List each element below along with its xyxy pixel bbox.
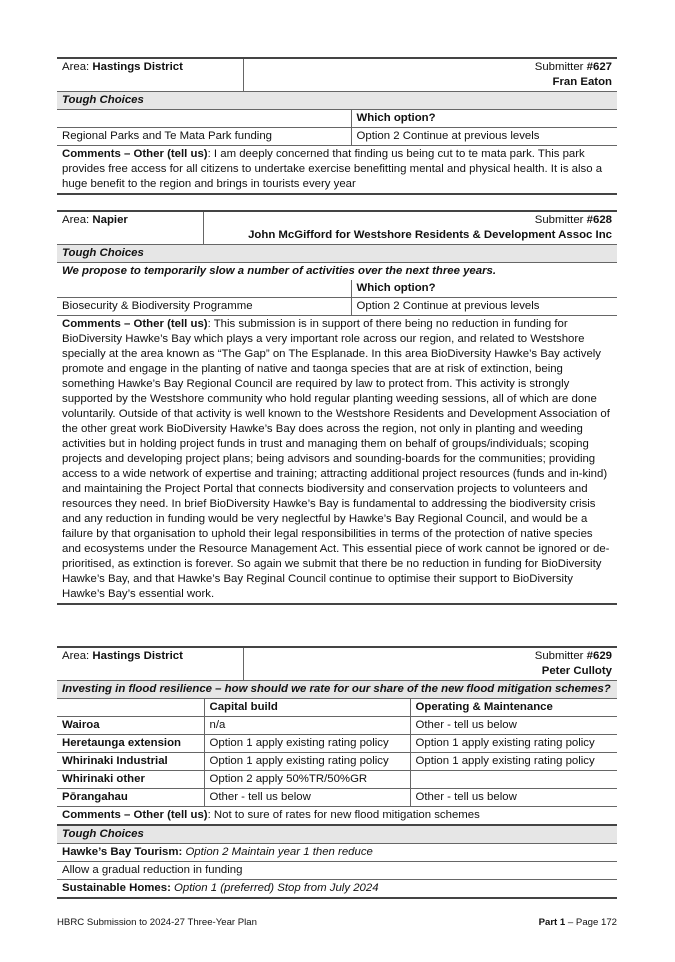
tourism-choice: Hawke’s Bay Tourism: Option 2 Maintain year 1 then reduce [57,844,617,862]
submission-628 [57,210,617,605]
table-row: Wairoa n/a Other - tell us below [57,717,617,735]
table-row: Whirinaki other Option 2 apply 50%TR/50%GR [57,771,617,789]
tourism-note: Allow a gradual reduction in funding [57,862,617,880]
section-heading: Tough Choices [62,828,144,840]
comment-cell: Comments – Other (tell us): I am deeply concerned that finding us being cut to te mata park. This park provides free access for all citizens to undertake exercise benefitting mental and physical health. It is also a huge benefit to the region and brings in tourists every year [57,146,617,195]
submission-627 [57,57,617,195]
submitter-name: Fran Eaton [552,76,612,88]
opex-header: Operating & Maintenance [410,699,617,717]
area-value: Hastings District [92,650,183,662]
which-option-header: Which option? [351,280,617,298]
table-row: Pōrangahau Other - tell us below Other - tell us below [57,789,617,807]
submitter-cell: Submitter #627 Fran Eaton [243,58,617,92]
area-value: Hastings District [92,61,183,73]
submitter-cell: Submitter #629 Peter Culloty [243,647,617,681]
comment-cell: Comments – Other (tell us): Not to sure of rates for new flood mitigation schemes [57,807,617,825]
submitter-number: #627 [586,61,612,73]
footer-page: Part 1 – Page 172 [538,917,617,928]
flood-heading: Investing in flood resilience – how should we rate for our share of the new flood mitigation schemes? [62,683,611,695]
submitter-name: John McGifford for Westshore Residents & Development Assoc Inc [248,229,612,241]
submitter-number: #628 [586,214,612,226]
page-footer [57,917,617,928]
submitter-cell: Submitter #628 John McGifford for Westshore Residents & Development Assoc Inc [203,211,617,245]
submitter-name: Peter Culloty [541,665,612,677]
section-heading: Tough Choices [62,94,144,106]
area-cell: Area: Napier [57,211,203,245]
table-row: Heretaunga extension Option 1 apply existing rating policy Option 1 apply existing rating policy [57,735,617,753]
area-value: Napier [92,214,128,226]
homes-choice: Sustainable Homes: Option 1 (preferred) Stop from July 2024 [57,880,617,899]
topic-cell: Biosecurity & Biodiversity Programme [57,298,351,316]
section-heading: Tough Choices [62,247,144,259]
footer-title: HBRC Submission to 2024-27 Three-Year Plan [57,917,257,928]
submitter-number: #629 [586,650,612,662]
comment-cell: Comments – Other (tell us): This submission is in support of there being no reduction in funding for BioDiversity Hawke’s Bay which plays a very important role across our region, and related to Westshore specially at the area known as “The Gap” on The Esplanade. In this area BioDiversity Hawke’s Bay actively promote and engage in the planting of native and taonga species that are at risk of extinction, being something Hawke’s Bay Regional Council are required by law to protect from. This activity is strongly supported by the Westshore community who hold regular planting weeding sessions, all of which are done voluntarily. Outside of that activity is well known to the Westshore Residents and Development Association of the other great work BioDiversity Hawke’s Bay does across the region, not only in planting and weeding activities but in holding project funds in trust and managing them on behalf of groups/individuals; scoping projects and developing project plans; being advisors and sounding-boards for the communities; providing access to a wide network of expertise and training; attracting additional project resources (funds and in-kind) and maintaining the Project Portal that connects biodiversity and conservation projects to volunteers and resources they need. In brief BioDiversity Hawke’s Bay is fundamental to addressing the biodiversity crisis and any reduction in funding would be very neglectful by Hawke’s Bay Regional Council, and would be a failure by that organisation to uphold their legal responsibilities in terms of the protection of native species and ecosystems under the Resource Management Act. This essential piece of work cannot be ignored or de-prioritised, as extinction is forever. So again we submit that there be no reduction in funding for BioDiversity Hawke’s Bay, and that Hawke’s Bay Reginal Council continue to optimise their support to BioDiversity Hawke’s Bay’s essential work. [57,316,617,605]
capital-build-header: Capital build [204,699,410,717]
option-cell: Option 2 Continue at previous levels [351,298,617,316]
topic-cell: Regional Parks and Te Mata Park funding [57,128,351,146]
area-cell: Area: Hastings District [57,647,243,681]
which-option-header: Which option? [351,110,617,128]
submission-629 [57,646,617,899]
area-cell: Area: Hastings District [57,58,243,92]
table-row: Whirinaki Industrial Option 1 apply existing rating policy Option 1 apply existing rating policy [57,753,617,771]
section-intro: We propose to temporarily slow a number of activities over the next three years. [57,263,617,281]
option-cell: Option 2 Continue at previous levels [351,128,617,146]
